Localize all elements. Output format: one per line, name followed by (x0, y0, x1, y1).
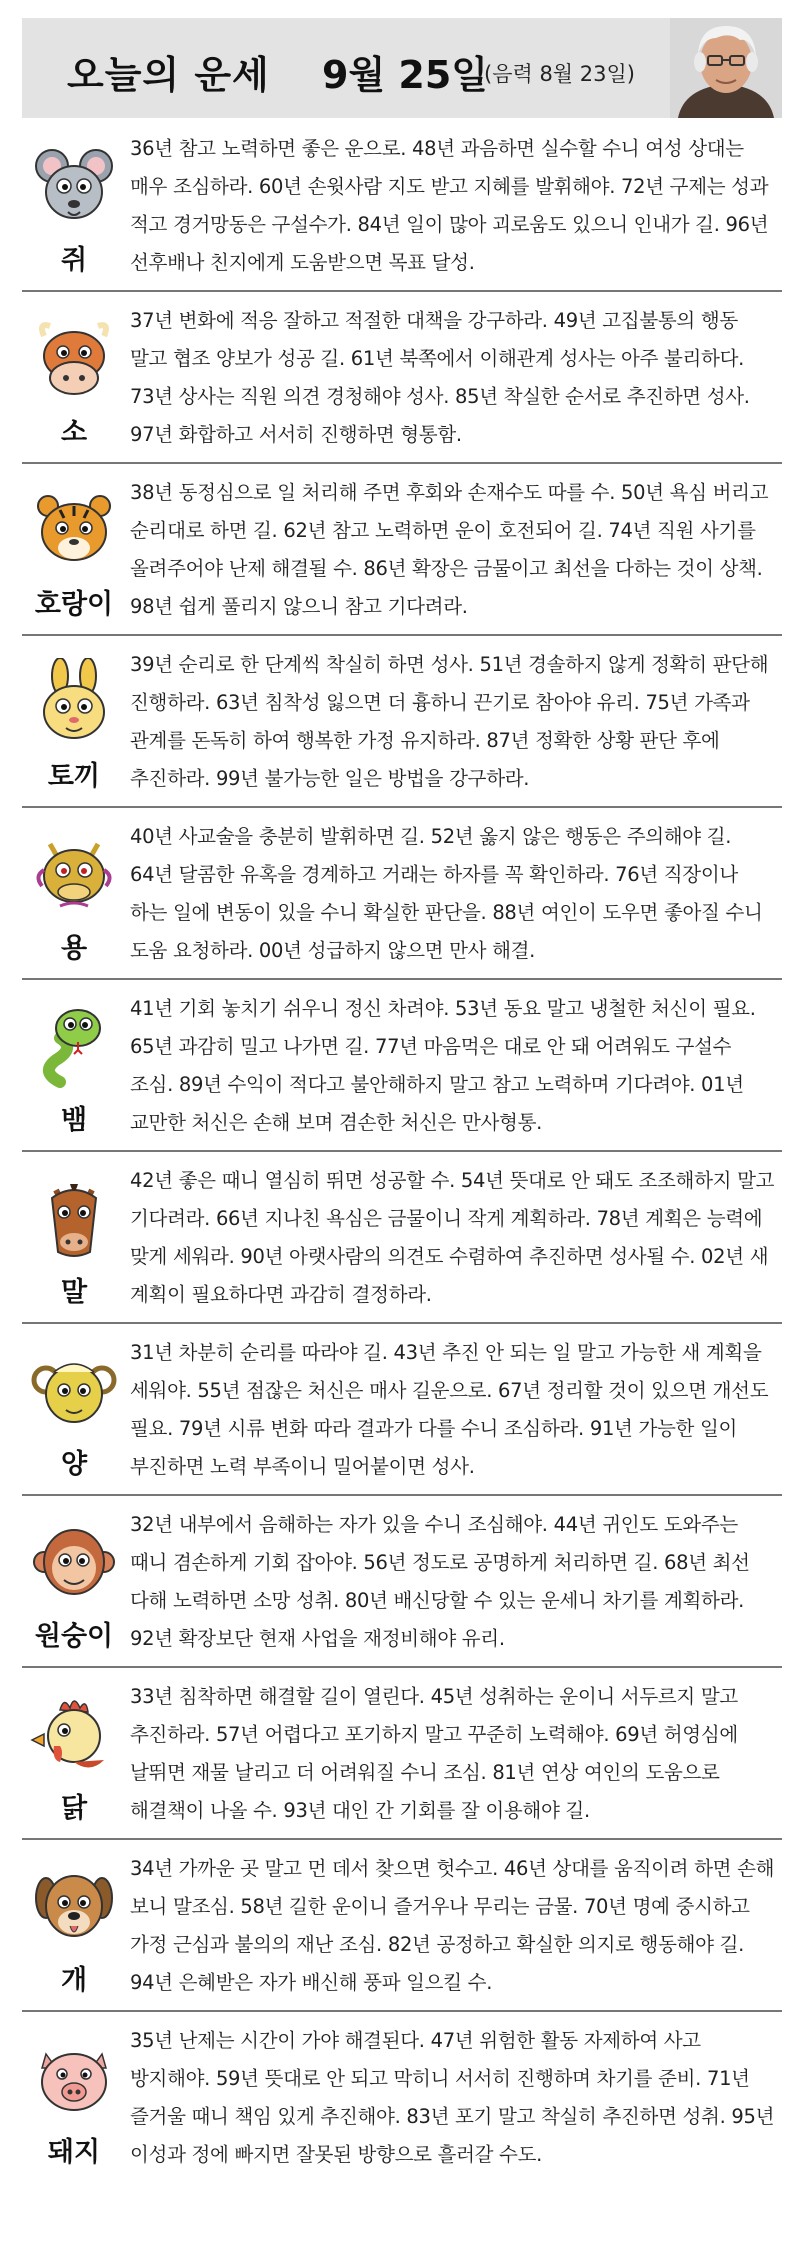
zodiac-row-rat (22, 120, 782, 292)
zodiac-row-sheep (22, 1324, 782, 1496)
animal-name: 쥐 (60, 245, 88, 276)
animal-name: 개 (60, 1965, 88, 1996)
fortune-text: 42년 좋은 때니 열심히 뛰면 성공할 수. 54년 뜻대로 안 돼도 조조해하지 말고 기다려라. 66년 지나친 욕심은 금물이니 작게 계획하라. 78년 계획은 능력에 맞게 세워라. 90년 아랫사람의 의견도 수렴하여 추진하면 성사될 수. 02년 새 계획이 필요하다면 과감히 결정하라. (130, 1169, 775, 1306)
sheep-icon (30, 1346, 118, 1434)
fortune-text: 31년 차분히 순리를 따라야 길. 43년 추진 안 되는 일 말고 가능한 새 계획을 세워야. 55년 점잖은 처신은 매사 길운으로. 67년 정리할 것이 있으면 개선도 필요. 79년 시류 변화 따라 결과가 다를 수니 조심하라. 91년 가능한 일이 부진하면 노력 부족이니 밀어붙이면 성사. (130, 1341, 769, 1478)
dragon-icon (30, 830, 118, 918)
animal-name: 소 (60, 417, 88, 448)
tiger-icon (30, 486, 118, 574)
columnist-portrait (670, 18, 782, 118)
fortune-header (22, 18, 782, 118)
fortune-text: 33년 침착하면 해결할 길이 열린다. 45년 성취하는 운이니 서두르지 말고 추진하라. 57년 어렵다고 포기하지 말고 꾸준히 노력해야. 69년 허영심에 날뛰면 재물 날리고 더 어려워질 수니 조심. 81년 연상 여인의 도움으로 해결책이 나올 수. 93년 대인 간 기회를 잘 이용해야 길. (130, 1685, 738, 1822)
zodiac-row-rooster (22, 1668, 782, 1840)
pig-icon (30, 2034, 118, 2122)
fortune-text: 39년 순리로 한 단계씩 착실히 하면 성사. 51년 경솔하지 않게 정확히 판단해 진행하라. 63년 침착성 잃으면 더 흉하니 끈기로 참아야 유리. 75년 가족과 관계를 돈독히 하여 행복한 가정 유지하라. 87년 정확한 상황 판단 후에 추진하라. 99년 불가능한 일은 방법을 강구하라. (130, 653, 769, 790)
zodiac-row-horse (22, 1152, 782, 1324)
zodiac-row-rabbit (22, 636, 782, 808)
animal-name: 원숭이 (34, 1621, 114, 1652)
header-date: 9월 25일 (322, 53, 488, 97)
page-title: 오늘의 운세 (67, 53, 270, 97)
animal-name: 뱀 (60, 1105, 88, 1136)
animal-name: 용 (60, 933, 88, 964)
animal-name: 토끼 (47, 761, 101, 792)
monkey-icon (30, 1518, 118, 1606)
animal-name: 닭 (60, 1793, 88, 1824)
zodiac-fortune-list (22, 120, 782, 2184)
rooster-icon (30, 1690, 118, 1778)
zodiac-row-snake (22, 980, 782, 1152)
zodiac-row-dog (22, 1840, 782, 2012)
fortune-text: 41년 기회 놓치기 쉬우니 정신 차려야. 53년 동요 말고 냉철한 처신이 필요. 65년 과감히 밀고 나가면 길. 77년 마음먹은 대로 안 돼 어려워도 구설수 조심. 89년 수익이 적다고 불안해하지 말고 참고 노력하며 기다려야. 01년 교만한 처신은 손해 보며 겸손한 처신은 만사형통. (130, 997, 756, 1134)
fortune-text: 40년 사교술을 충분히 발휘하면 길. 52년 옳지 않은 행동은 주의해야 길. 64년 달콤한 유혹을 경계하고 거래는 하자를 꼭 확인하라. 76년 직장이나 하는 일에 변동이 있을 수니 확실한 판단을. 88년 여인이 도우면 좋아질 수니 도움 요청하라. 00년 성급하지 않으면 만사 해결. (130, 825, 763, 962)
rat-icon (30, 142, 118, 230)
fortune-text: 38년 동정심으로 일 처리해 주면 후회와 손재수도 따를 수. 50년 욕심 버리고 순리대로 하면 길. 62년 참고 노력하면 운이 호전되어 길. 74년 직원 사기를 올려주어야 난제 해결될 수. 86년 확장은 금물이고 최선을 다하는 것이 상책. 98년 쉽게 풀리지 않으니 참고 기다려라. (130, 481, 769, 618)
rabbit-icon (30, 658, 118, 746)
fortune-text: 32년 내부에서 음해하는 자가 있을 수니 조심해야. 44년 귀인도 도와주는 때니 겸손하게 기회 잡아야. 56년 정도로 공명하게 처리하면 길. 68년 최선 다해 노력하면 소망 성취. 80년 배신당할 수 있는 운세니 차기를 계획하라. 92년 확장보단 현재 사업을 재정비해야 유리. (130, 1513, 750, 1650)
zodiac-row-ox (22, 292, 782, 464)
ox-icon (30, 314, 118, 402)
fortune-text: 36년 참고 노력하면 좋은 운으로. 48년 과음하면 실수할 수니 여성 상대는 매우 조심하라. 60년 손윗사람 지도 받고 지혜를 발휘해야. 72년 구제는 성과 적고 경거망동은 구설수가. 84년 일이 많아 괴로움도 있으니 인내가 길. 96년 선후배나 친지에게 도움받으면 목표 달성. (130, 137, 769, 274)
zodiac-row-pig (22, 2012, 782, 2184)
fortune-text: 37년 변화에 적응 잘하고 적절한 대책을 강구하라. 49년 고집불통의 행동 말고 협조 양보가 성공 길. 61년 북쪽에서 이해관계 성사는 아주 불리하다. 73년 상사는 직원 의견 경청해야 성사. 85년 착실한 순서로 추진하면 성사. 97년 화합하고 서서히 진행하면 형통함. (130, 309, 750, 446)
animal-name: 말 (60, 1277, 88, 1308)
animal-name: 호랑이 (34, 589, 114, 620)
header-lunar-date: (음력 8월 23일) (484, 62, 635, 86)
fortune-text: 34년 가까운 곳 말고 먼 데서 찾으면 헛수고. 46년 상대를 움직이려 하면 손해 보니 말조심. 58년 길한 운이니 즐거우나 무리는 금물. 70년 명예 중시하고 가정 근심과 불의의 재난 조심. 82년 공정하고 확실한 의지로 행동해야 길. 94년 은혜받은 자가 배신해 풍파 일으킬 수. (130, 1857, 775, 1994)
horse-icon (30, 1174, 118, 1262)
fortune-text: 35년 난제는 시간이 가야 해결된다. 47년 위험한 활동 자제하여 사고 방지해야. 59년 뜻대로 안 되고 막히니 서서히 진행하며 차기를 준비. 71년 즐거울 때니 책임 있게 추진해야. 83년 포기 말고 착실히 추진하면 성취. 95년 이성과 정에 빠지면 잘못된 방향으로 흘러갈 수도. (130, 2029, 775, 2166)
animal-name: 양 (60, 1449, 88, 1480)
zodiac-row-dragon (22, 808, 782, 980)
snake-icon (30, 1002, 118, 1090)
zodiac-row-tiger (22, 464, 782, 636)
animal-name: 돼지 (47, 2137, 101, 2168)
dog-icon (30, 1862, 118, 1950)
zodiac-row-monkey (22, 1496, 782, 1668)
